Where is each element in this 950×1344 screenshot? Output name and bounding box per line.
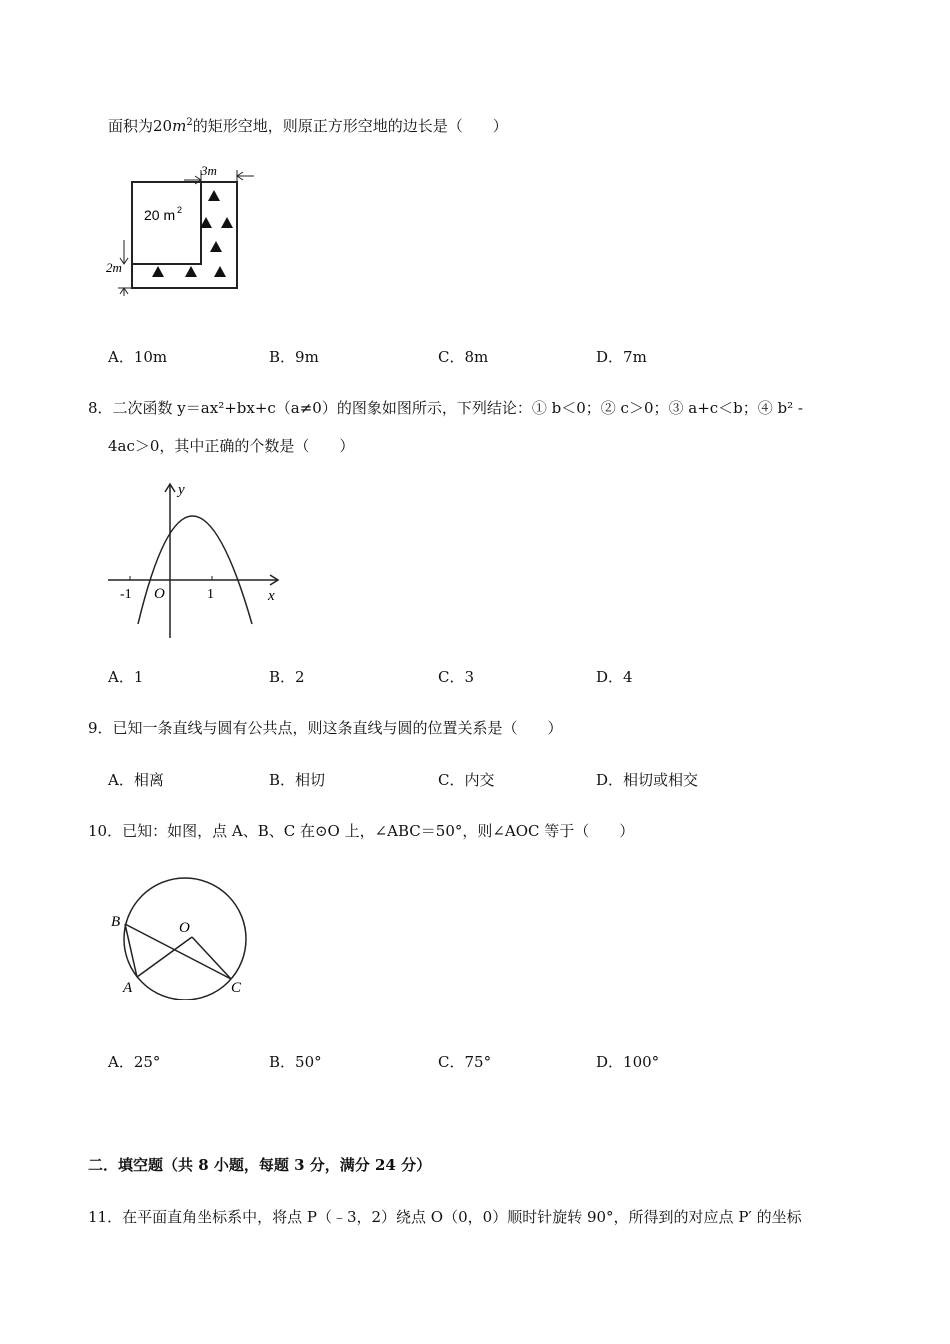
q7-inner-rect	[132, 182, 201, 264]
q7-option-d[interactable]: D．7m	[596, 348, 647, 366]
q8-y-label: y	[178, 482, 185, 498]
q7-area-exp: 2	[186, 117, 193, 128]
q7-tree-icon	[185, 266, 197, 277]
q7-option-b[interactable]: B．9m	[269, 348, 319, 366]
q9-option-b[interactable]: B．相切	[269, 771, 326, 789]
q8-parabola-figure	[100, 478, 290, 643]
q7-tree-icon	[214, 266, 226, 277]
q10-circle	[124, 878, 246, 1000]
q8-option-c[interactable]: C．3	[438, 668, 475, 686]
q8-origin-label: O	[154, 586, 165, 602]
q10-circle-figure	[104, 868, 254, 1000]
q9-option-d[interactable]: D．相切或相交	[596, 771, 699, 789]
q7-stem	[108, 116, 508, 136]
q10-segment-ba	[125, 924, 137, 977]
q7-stem-before: 面积为	[108, 117, 154, 135]
q7-label-left: 2m	[106, 260, 122, 275]
q10-option-c[interactable]: C．75°	[438, 1053, 492, 1071]
q10-segment-oc	[192, 937, 231, 979]
q10-label-a: A	[123, 980, 133, 996]
q7-tree-icon	[208, 190, 220, 201]
q8-tick-label-1: 1	[207, 587, 214, 602]
q10-label-o: O	[179, 920, 190, 936]
q8-option-d[interactable]: D．4	[596, 668, 633, 686]
q10-segment-bc	[125, 924, 231, 979]
q8-x-label: x	[268, 588, 275, 604]
q7-label-area-exp: 2	[177, 205, 183, 215]
q7-area-value: 20	[153, 117, 173, 135]
q7-option-a[interactable]: A．10m	[108, 348, 168, 366]
q8-stem-line1: 8．二次函数 y＝ax²+bx+c（a≠0）的图象如图所示，下列结论：① b＜0；② c＞0；③ a+c＜b；④ b² -	[88, 399, 803, 417]
q8-tick-label-neg1: -1	[120, 587, 132, 602]
q7-tree-icon	[152, 266, 164, 277]
q10-stem: 10．已知：如图，点 A、B、C 在⊙O 上，∠ABC＝50°，则∠AOC 等于（ ）	[88, 822, 635, 840]
q10-label-c: C	[231, 980, 242, 996]
q7-option-c[interactable]: C．8m	[438, 348, 489, 366]
q10-option-a[interactable]: A．25°	[108, 1053, 161, 1071]
q9-option-c[interactable]: C．内交	[438, 771, 495, 789]
q7-label-area: 20 m	[144, 207, 176, 223]
section2-title: 二．填空题（共 8 小题，每题 3 分，满分 24 分）	[88, 1156, 432, 1174]
q7-figure	[104, 160, 264, 300]
q10-segment-ao	[137, 937, 192, 977]
q8-option-a[interactable]: A．1	[108, 668, 144, 686]
q11-stem: 11．在平面直角坐标系中，将点 P（﹣3，2）绕点 O（0，0）顺时针旋转 90°，所得到的对应点 P′ 的坐标	[88, 1208, 802, 1226]
q10-option-b[interactable]: B．50°	[269, 1053, 322, 1071]
q7-stem-after: 的矩形空地，则原正方形空地的边长是（ ）	[192, 117, 508, 135]
q10-label-b: B	[111, 914, 121, 930]
q8-parabola-curve	[138, 516, 252, 624]
q7-label-top: 3m	[201, 163, 217, 178]
q8-option-b[interactable]: B．2	[269, 668, 305, 686]
q9-option-a[interactable]: A．相离	[108, 771, 164, 789]
q7-tree-icon	[210, 241, 222, 252]
q8-stem-line2: 4ac＞0，其中正确的个数是（ ）	[108, 437, 355, 455]
q10-option-d[interactable]: D．100°	[596, 1053, 660, 1071]
q7-area-unit: m	[172, 117, 187, 135]
q7-tree-icon	[221, 217, 233, 228]
q9-stem: 9．已知一条直线与圆有公共点，则这条直线与圆的位置关系是（ ）	[88, 719, 563, 737]
